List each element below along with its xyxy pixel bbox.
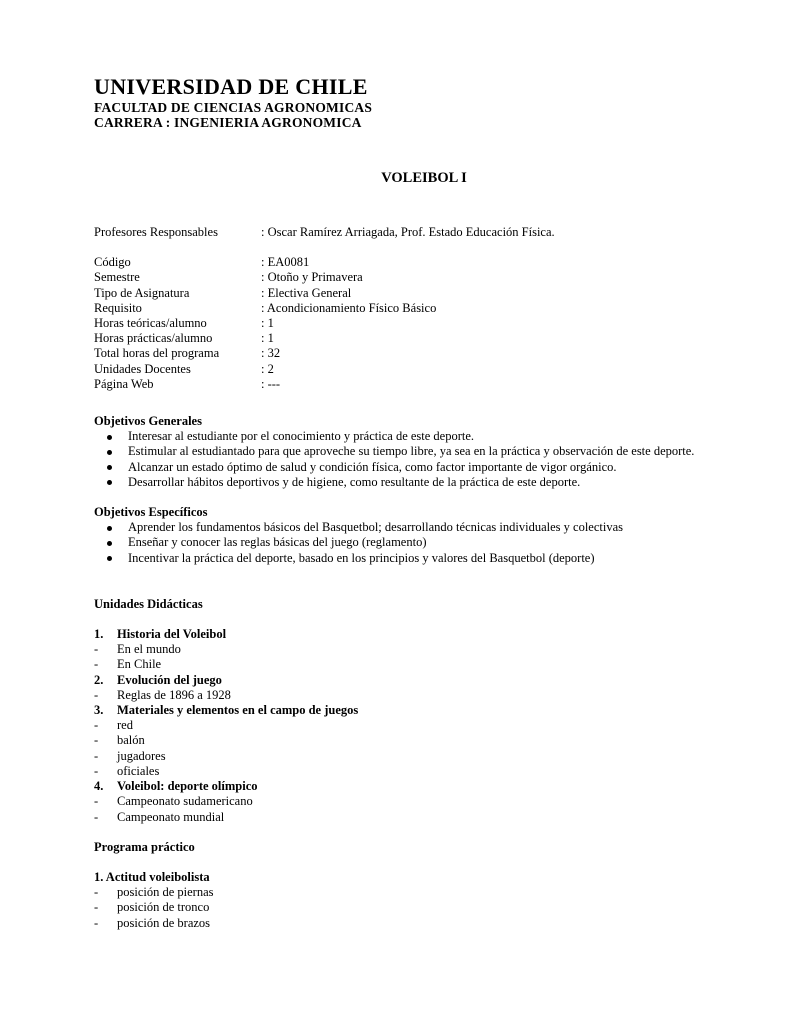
dash-marker: - [94,687,99,702]
info-row [94,362,734,377]
list-item [94,520,734,535]
list-item [94,764,734,779]
info-label: Horas prácticas/alumno [94,331,213,346]
dash-marker: - [94,809,99,824]
didactic-units-section [94,597,734,825]
list-item [94,535,734,550]
list-item [94,733,734,748]
practical-program-section [94,840,734,931]
practical-program-title: Programa práctico [94,839,195,854]
unit-item: balón [117,733,145,748]
objective-text: Alcanzar un estado óptimo de salud y condición física, como factor importante de vigor orgánico. [128,459,617,474]
professors-label: Profesores Responsables [94,225,218,239]
dash-marker: - [94,748,99,763]
university-title: UNIVERSIDAD DE CHILE [94,74,368,99]
document-page [94,74,734,931]
list-item [94,444,734,459]
unit-number: 2. [94,672,104,687]
professors-value: : Oscar Ramírez Arriagada, Prof. Estado Educación Física. [261,225,555,239]
unit-number: 3. [94,703,104,718]
objective-text: Enseñar y conocer las reglas básicas del juego (reglamento) [128,535,427,550]
info-value: : Acondicionamiento Físico Básico [261,300,437,315]
unit-item: En el mundo [117,642,181,657]
unit-heading [94,627,734,642]
info-label: Página Web [94,376,154,391]
dash-marker: - [94,900,99,915]
list-item [94,916,734,931]
unit-item: Campeonato mundial [117,809,225,824]
dash-marker: - [94,657,99,672]
info-label: Horas teóricas/alumno [94,316,207,331]
info-row [94,316,734,331]
unit-title: Voleibol: deporte olímpico [117,779,258,794]
specific-objectives-section [94,505,734,566]
dash-marker: - [94,763,99,778]
bullet-icon [107,526,112,531]
professors-row [94,225,734,240]
info-row [94,255,734,270]
info-row [94,301,734,316]
course-title: VOLEIBOL I [381,170,467,186]
info-value: : --- [261,376,281,391]
bullet-icon [107,450,112,455]
list-item [94,429,734,444]
list-item [94,900,734,915]
info-label: Unidades Docentes [94,361,191,376]
list-item [94,460,734,475]
info-value: : 2 [261,361,274,376]
unit-item: jugadores [117,748,166,763]
unit-title: Materiales y elementos en el campo de juegos [117,703,359,718]
dash-marker: - [94,794,99,809]
dash-marker: - [94,642,99,657]
objective-text: Estimular al estudiantado para que aproveche su tiempo libre, ya sea en la práctica y observación de este deporte. [128,444,695,459]
info-row [94,286,734,301]
info-label: Requisito [94,300,142,315]
bullet-icon [107,541,112,546]
unit-title: Evolución del juego [117,672,222,687]
career-line: CARRERA : INGENIERIA AGRONOMICA [94,115,362,130]
practical-section-title: 1. Actitud voleibolista [94,869,210,884]
list-item [94,885,734,900]
list-item [94,642,734,657]
objective-text: Desarrollar hábitos deportivos y de higiene, como resultante de la práctica de este deporte. [128,474,581,489]
unit-item: En Chile [117,657,162,672]
practical-item: posición de brazos [117,915,211,930]
list-item [94,718,734,733]
unit-heading [94,703,734,718]
list-item [94,551,734,566]
info-label: Tipo de Asignatura [94,285,190,300]
bullet-icon [107,480,112,485]
objective-text: Interesar al estudiante por el conocimiento y práctica de este deporte. [128,429,475,444]
didactic-units-title: Unidades Didácticas [94,596,203,611]
unit-number: 1. [94,627,104,642]
unit-item: Campeonato sudamericano [117,794,253,809]
list-item [94,794,734,809]
unit-title: Historia del Voleibol [117,627,227,642]
info-value: : 1 [261,331,274,346]
unit-item: oficiales [117,763,160,778]
unit-item: Reglas de 1896 a 1928 [117,687,231,702]
list-item [94,657,734,672]
bullet-icon [107,556,112,561]
info-label: Semestre [94,270,140,285]
info-value: : 32 [261,346,281,361]
bullet-icon [107,465,112,470]
info-row [94,377,734,392]
info-value: : 1 [261,316,274,331]
practical-item: posición de tronco [117,900,210,915]
info-label: Total horas del programa [94,346,220,361]
list-item [94,688,734,703]
faculty-line: FACULTAD DE CIENCIAS AGRONOMICAS [94,100,373,115]
unit-item: red [117,718,133,733]
list-item [94,475,734,490]
dash-marker: - [94,915,99,930]
dash-marker: - [94,885,99,900]
dash-marker: - [94,718,99,733]
info-value: : Electiva General [261,285,352,300]
course-info-table [94,255,734,392]
info-row [94,331,734,346]
general-objectives-section [94,414,734,490]
unit-number: 4. [94,779,104,794]
info-value: : EA0081 [261,255,310,270]
info-row [94,270,734,285]
objective-text: Aprender los fundamentos básicos del Basquetbol; desarrollando técnicas individuales y colectivas [128,520,624,535]
list-item [94,749,734,764]
objective-text: Incentivar la práctica del deporte, basado en los principios y valores del Basquetbol (deporte) [128,550,595,565]
dash-marker: - [94,733,99,748]
bullet-icon [107,435,112,440]
practical-item: posición de piernas [117,885,214,900]
general-objectives-title: Objetivos Generales [94,414,202,429]
info-value: : Otoño y Primavera [261,270,363,285]
specific-objectives-title: Objetivos Específicos [94,505,208,520]
list-item [94,810,734,825]
unit-heading [94,779,734,794]
unit-heading [94,673,734,688]
info-row [94,346,734,361]
info-label: Código [94,255,131,270]
